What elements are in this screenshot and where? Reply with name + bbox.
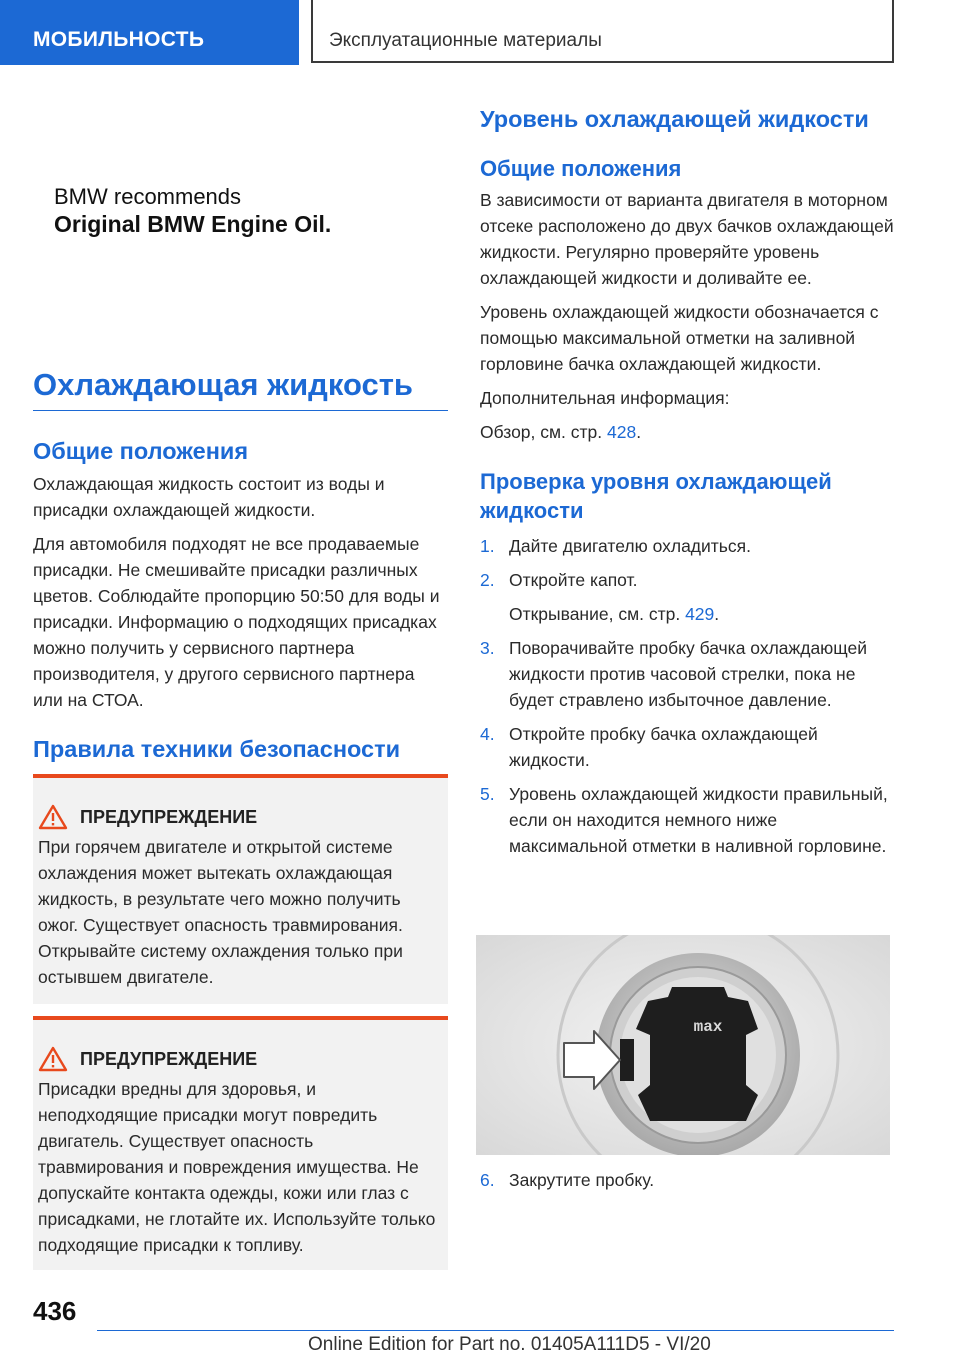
step-item bbox=[480, 721, 894, 773]
coolant-cap-illustration bbox=[476, 935, 890, 1155]
step-number: 6. bbox=[480, 1170, 495, 1190]
step-text: Откройте пробку бачка охлаждающей жидкости. bbox=[509, 724, 818, 770]
warning-triangle-icon bbox=[38, 804, 68, 830]
footer-rule bbox=[97, 1330, 894, 1331]
step-text: Закрутите пробку. bbox=[509, 1170, 655, 1190]
step-6-block bbox=[480, 1167, 894, 1201]
step-subnote-text: Открывание, см. стр. bbox=[509, 604, 686, 624]
check-steps-list bbox=[480, 533, 894, 859]
warning-2-text: Присадки вредны для здоровья, и неподходящие присадки могут повредить двигатель. Существует опасность травмирования и повреждения имущества. Не допускайте контакта одежды, кожи или глаз с присадками, не глотайте их. Используйте только подходящие присадки к топливу. bbox=[38, 1079, 436, 1255]
step-text: Уровень охлаждающей жидкости правильный, если он находится немного ниже максимальной отметки в наливной горловине. bbox=[509, 784, 888, 856]
more-info-label: Дополнительная информация: bbox=[480, 388, 730, 408]
overview-ref-text: Обзор, см. стр. bbox=[480, 422, 607, 442]
warning-2-title: ПРЕДУПРЕЖДЕНИЕ bbox=[80, 1048, 258, 1069]
opening-page-link[interactable]: 429 bbox=[685, 604, 715, 624]
step-number: 2. bbox=[480, 570, 495, 590]
step-text: Откройте капот. bbox=[509, 570, 638, 590]
right-general-heading: Общие положения bbox=[480, 156, 682, 181]
chapter-title: Эксплуатационные материалы bbox=[329, 30, 602, 51]
max-mark-label: max bbox=[693, 1018, 723, 1036]
step-text: Поворачивайте пробку бачка охлаждающей жидкости против часовой стрелки, пока не будет стравлено избыточное давление. bbox=[509, 638, 868, 710]
warning-1-header bbox=[33, 802, 448, 832]
step-number: 5. bbox=[480, 784, 495, 804]
step-subnote: Открывание, см. стр. 429. bbox=[509, 604, 720, 624]
bmw-oil-logo bbox=[54, 183, 354, 238]
logo-line-2: Original BMW Engine Oil. bbox=[54, 211, 332, 237]
left-general-heading: Общие положения bbox=[33, 438, 249, 464]
section-tab[interactable] bbox=[0, 0, 299, 65]
coolant-level-title: Уровень охлаждающей жидкости bbox=[480, 106, 869, 132]
warning-box-1 bbox=[33, 774, 448, 1004]
warning-triangle-icon bbox=[38, 1046, 68, 1072]
right-general-p2: Уровень охлаждающей жидкости обозначается с помощью максимальной отметки на заливной горловине бачка охлаждающей жидкости. bbox=[480, 302, 879, 374]
overview-ref: Обзор, см. стр. 428. bbox=[480, 422, 642, 442]
step-item bbox=[480, 635, 894, 713]
logo-line-1: BMW recommends bbox=[54, 184, 242, 209]
title-rule bbox=[33, 410, 448, 411]
step-item bbox=[480, 533, 894, 559]
warning-box-2 bbox=[33, 1016, 448, 1270]
coolant-title: Охлаждающая жидкость bbox=[33, 367, 413, 402]
coolant-cap-photo bbox=[476, 935, 890, 1155]
safety-heading: Правила техники безопасности bbox=[33, 736, 401, 762]
section-title: МОБИЛЬНОСТЬ bbox=[33, 28, 205, 51]
chapter-tab[interactable] bbox=[311, 0, 894, 63]
step-item bbox=[480, 1167, 894, 1193]
warning-1-title: ПРЕДУПРЕЖДЕНИЕ bbox=[80, 806, 258, 827]
warning-1-text: При горячем двигателе и открытой системе охлаждения может вытекать охлаждающая жидкость, в результате чего можно получить ожог. Существует опасность травмирования. Открывайте систему охлаждения только при остывшем двигателе. bbox=[38, 837, 403, 987]
warning-2-header bbox=[33, 1044, 448, 1074]
overview-page-link[interactable]: 428 bbox=[607, 422, 637, 442]
step-text: Дайте двигателю охладиться. bbox=[509, 536, 752, 556]
coolant-section bbox=[33, 366, 448, 764]
left-general-p2: Для автомобиля подходят не все продаваемые присадки. Не смешивайте присадки различных цветов. Соблюдайте пропорцию 50:50 для воды и присадки. Информацию о подходящих присадках можно получить у сервисного партнера производителя, у другого сервисного партнера или на СТОА. bbox=[33, 534, 440, 710]
page-number: 436 bbox=[33, 1296, 77, 1326]
step-number: 4. bbox=[480, 724, 495, 744]
coolant-level-section bbox=[480, 103, 894, 867]
check-steps-list-cont bbox=[480, 1167, 894, 1193]
step-item bbox=[480, 781, 894, 859]
right-general-p1: В зависимости от варианта двигателя в моторном отсеке расположено до двух бачков охлаждающей жидкости. Регулярно проверяйте уровень охлаждающей жидкости и доливайте ее. bbox=[480, 190, 894, 288]
check-heading: Проверка уровня охлаждающей жидкости bbox=[480, 469, 832, 523]
step-item bbox=[480, 567, 894, 627]
step-number: 3. bbox=[480, 638, 495, 658]
footer-edition: Online Edition for Part no. 01405A111D5 - VI/20 bbox=[308, 1334, 711, 1355]
left-general-p1: Охлаждающая жидкость состоит из воды и присадки охлаждающей жидкости. bbox=[33, 474, 385, 520]
step-number: 1. bbox=[480, 536, 495, 556]
